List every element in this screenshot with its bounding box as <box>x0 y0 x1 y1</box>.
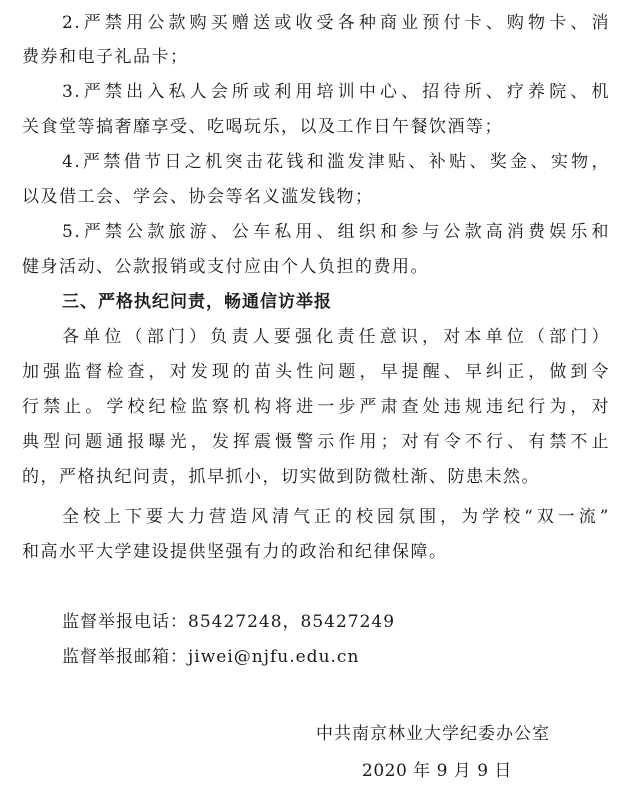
contact-email-label: 监督举报邮箱： <box>62 647 188 667</box>
section-heading: 三、严格执纪问责，畅通信访举报 <box>62 292 332 312</box>
contact-email-value: jiwei@njfu.edu.cn <box>188 647 360 667</box>
paragraph-1-line-4: 典型问题通报曝光，发挥震慑警示作用；对有令不行、有禁不止 <box>22 432 610 452</box>
paragraph-2-line-2: 和高水平大学建设提供坚强有力的政治和纪律保障。 <box>22 542 448 562</box>
item-5-line-2: 健身活动、公款报销或支付应由个人负担的费用。 <box>22 257 429 277</box>
item-5-line-1: 5.严禁公款旅游、公车私用、组织和参与公款高消费娱乐和 <box>62 222 610 242</box>
contact-phone <box>62 611 395 633</box>
item-4-line-1: 4.严禁借节日之机突击花钱和滥发津贴、补贴、奖金、实物， <box>62 152 610 172</box>
contact-phone-label: 监督举报电话： <box>62 612 188 632</box>
item-2-line-2: 费券和电子礼品卡； <box>22 47 189 67</box>
item-3-line-2: 关食堂等搞奢靡享受、吃喝玩乐，以及工作日午餐饮酒等； <box>22 117 503 137</box>
paragraph-1-line-3: 行禁止。学校纪检监察机构将进一步严肃查处违规违纪行为，对 <box>22 397 610 417</box>
item-4-line-2: 以及借工会、学会、协会等名义滥发钱物； <box>22 187 374 207</box>
item-3-line-1: 3.严禁出入私人会所或利用培训中心、招待所、疗养院、机 <box>62 82 610 102</box>
paragraph-1-line-1: 各单位（部门）负责人要强化责任意识，对本单位（部门） <box>62 327 610 347</box>
item-2-line-1: 2.严禁用公款购买赠送或收受各种商业预付卡、购物卡、消 <box>62 13 610 33</box>
paragraph-1-line-2: 加强监督检查，对发现的苗头性问题，早提醒、早纠正，做到令 <box>22 362 610 382</box>
contact-email <box>62 646 359 668</box>
paragraph-1-line-5: 的，严格执纪问责，抓早抓小，切实做到防微杜渐、防患未然。 <box>22 467 540 487</box>
paragraph-2-line-1: 全校上下要大力营造风清气正的校园氛围，为学校“双一流” <box>62 507 610 527</box>
signature-org: 中共南京林业大学纪委办公室 <box>316 724 550 744</box>
contact-phone-value: 85427248，85427249 <box>188 612 396 632</box>
signature-date: 2020 年 9 月 9 日 <box>362 761 512 781</box>
